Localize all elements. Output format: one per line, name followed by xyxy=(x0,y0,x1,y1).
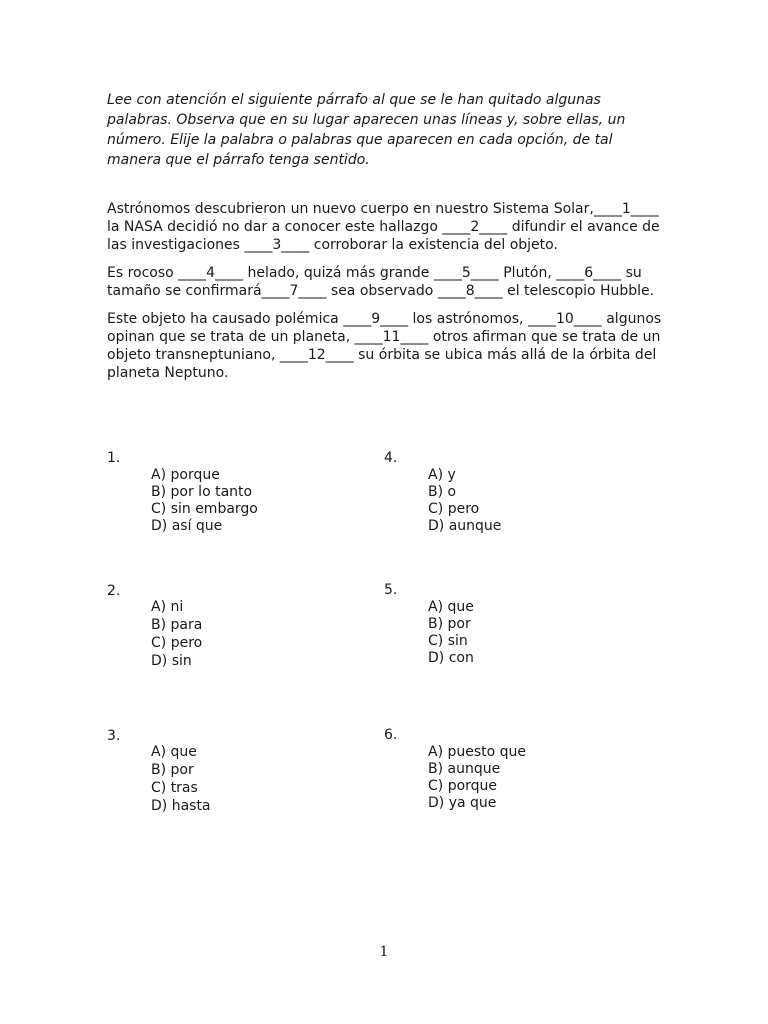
option-c: C) sin embargo xyxy=(151,501,258,517)
option-d: D) ya que xyxy=(428,795,497,811)
instructions-text: Lee con atención el siguiente párrafo al que se le han quitado algunas palabras. Observa que en su lugar aparecen unas líneas y, sobre ellas, un número. Elije la palabra o palabras que aparecen en cada opción, de tal manera que el párrafo tenga sentido. xyxy=(107,92,626,168)
option-b: B) por xyxy=(428,616,471,632)
option-d: D) sin xyxy=(151,653,192,669)
option-d: D) así que xyxy=(151,518,223,534)
question-number: 4. xyxy=(384,450,398,466)
option-d: D) hasta xyxy=(151,798,211,814)
option-b: B) para xyxy=(151,617,203,633)
options-list xyxy=(151,598,202,670)
options-list xyxy=(151,467,258,535)
question-number: 6. xyxy=(384,727,398,743)
option-a: A) ni xyxy=(151,599,184,615)
option-c: C) tras xyxy=(151,780,198,796)
paragraph-3: Este objeto ha causado polémica ____9____ los astrónomos, ____10____ algunos opinan que se trata de un planeta, ____11____ otros afirman que se trata de un objeto transneptuniano, ____12____ su órbita se ubica más allá de la órbita del planeta Neptuno. xyxy=(107,311,662,381)
option-c: C) sin xyxy=(428,633,468,649)
option-a: A) porque xyxy=(151,467,220,483)
paragraph-2: Es rocoso ____4____ helado, quizá más grande ____5____ Plutón, ____6____ su tamaño se confirmará____7____ sea observado ____8____ el telescopio Hubble. xyxy=(107,265,655,299)
question-number: 2. xyxy=(107,583,121,599)
option-c: C) pero xyxy=(151,635,203,651)
question-number: 3. xyxy=(107,728,121,744)
option-c: C) pero xyxy=(428,501,480,517)
option-b: B) por lo tanto xyxy=(151,484,253,500)
option-a: A) puesto que xyxy=(428,744,527,760)
option-d: D) aunque xyxy=(428,518,502,534)
options-list xyxy=(428,599,474,667)
page-number: 1 xyxy=(379,944,389,960)
question-number: 1. xyxy=(107,450,121,466)
options-list xyxy=(151,743,211,815)
options-list xyxy=(428,744,526,812)
option-b: B) o xyxy=(428,484,457,500)
question-number: 5. xyxy=(384,582,398,598)
option-a: A) que xyxy=(151,744,197,760)
options-list xyxy=(428,467,501,535)
paragraph-1: Astrónomos descubrieron un nuevo cuerpo en nuestro Sistema Solar,____1____ la NASA decidió no dar a conocer este hallazgo ____2____ difundir el avance de las investigaciones ____3____ corroborar la existencia del objeto. xyxy=(107,201,660,253)
option-c: C) porque xyxy=(428,778,498,794)
option-d: D) con xyxy=(428,650,474,666)
option-a: A) y xyxy=(428,467,456,483)
option-b: B) aunque xyxy=(428,761,501,777)
option-a: A) que xyxy=(428,599,474,615)
option-b: B) por xyxy=(151,762,194,778)
